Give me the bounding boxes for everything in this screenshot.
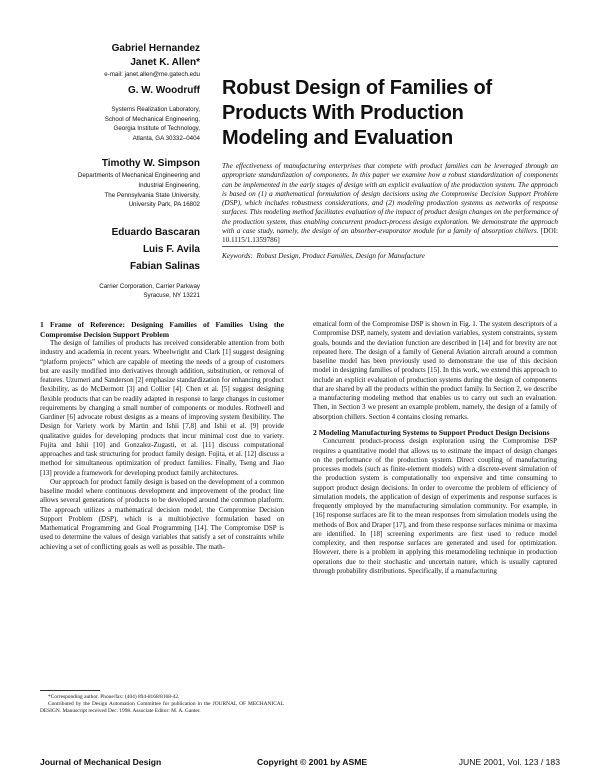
footnote-text: Contributed by the Design Automation Committee for publication in the JOURNAL OF MECHANICAL DESIGN. Manuscript received Dec. 1998. Associate Editor: M. A. Ganter. (40, 701, 284, 715)
body-column-right (313, 320, 557, 576)
author-affiliation: Atlanta, GA 30332–0404 (132, 134, 200, 142)
footer-journal: Journal of Mechanical Design (40, 757, 162, 767)
author-name: Eduardo Bascaran (111, 226, 200, 238)
paragraph: ematical form of the Compromise DSP is shown in Fig. 1. The system descriptors of a Compromise DSP, namely, system and deviation variables, system constraints, system goals, bounds and the deviation function are described in [14] and for brevity are not repeated here. The design of a family of General Aviation aircraft around a common baseline model has been previously used to demonstrate the use of this decision model in designing families of products [15]. In this work, we extend this approach to include an explicit evaluation of production systems during the design of components that are shared by all the products within the product family. In Section 2, we describe a manufacturing modeling method that enables us to carry out such an evaluation. Then, in Section 3 we present an example problem, namely, the design of a family of absorption chillers. Section 4 contains closing remarks. (313, 320, 557, 421)
author-name: Luis F. Avila (142, 243, 200, 255)
footer-issue: JUNE 2001, Vol. 123 / 183 (458, 757, 560, 767)
author-affiliation: School of Mechanical Engineering, (104, 115, 200, 123)
author-affiliation: University Park, PA 16802 (128, 201, 200, 209)
divider (222, 246, 558, 247)
author-affiliation: Systems Realization Laboratory, (111, 106, 200, 113)
keywords (222, 252, 558, 261)
author-affiliation: Georgia Institute of Technology, (113, 125, 200, 133)
abstract-text: The effectiveness of manufacturing enterprises that compete with product families can be leveraged through an appropriate standardization of components. In this paper we examine how a robust standardization of components can be implemented in the early stages of design with an explicit evaluation of the production system. The approach is based on (1) a mathematical formulation of design decisions using the Compromise Decision Support Problem (DSP), which includes robustness considerations, and (2) modeling production systems as networks of response surfaces. This modeling method facilitates evaluation of the impact of product design changes on the performance of the production system, thus enabling concurrent product-process design exploration. We demonstrate the approach with a case study, namely, the design of an absorber-evaporator module for a family of absorption chillers. (222, 162, 558, 236)
footnote-text: *Corresponding author. Phone/fax: (404) 894-8168/8168-42. (48, 694, 180, 700)
doi: [DOI: 10.1115/1.1359786] (222, 227, 558, 245)
author-email: e-mail: janet.allen@me.gatech.edu (104, 71, 200, 78)
keywords-label: Keywords: (222, 252, 253, 260)
footnote (40, 694, 284, 716)
paragraph: Concurrent product-process design exploration using the Compromise DSP requires a quantitative model that allows us to estimate the impact of design changes on the performance of the production system. Direct coupling of manufacturing processes models (such as finite-element models) with a discrete-event simulation of the production system is computationally too expensive and time consuming to support product design decisions. In order to overcome the problem of efficiency of simulation models, the application of design of experiments and response surfaces is frequently employed by the manufacturing simulation community. For example, in [16] response surfaces are fit to the mean responses from simulation models using the methods of Box and Draper [17], and from these response surfaces minima or maxima are identified. In [18] screening experiments are first used to reduce model complexity, and then response surfaces are generated and used for optimization. However, there is a problem in applying this metamodeling technique in production operations due to their stochastic and uncertain nature, which is usually captured through probability distributions. Specifically, if a manufacturing (313, 437, 557, 575)
paragraph: The design of families of products has received considerable attention from both industry and academia in recent years. Wheelwright and Clark [1] suggest designing “platform projects” which are capable of meeting the needs of a group of customers but are easily modified into derivatives through addition, substitution, or removal of features. Uzumeri and Sanderson [2] emphasize standardization for enhancing product flexibility, as do McDermott [3] and Collier [4]. Chen et al. [5] suggest designing flexible products that can be readily adapted in response to large changes in customer requirements by changing a small number of components or modules. Rothwell and Gardiner [6] advocate robust designs as a means of improving system flexibility. The Design for Variety work by Martin and Ishii [7,8] and Ishii et al. [9] provide qualitative guides for developing products that incur minimal cost due to variety. Fujita and Ishii [10] and Gonzalez-Zugasti, et al. [11] discuss computational approaches and task structuring for product family design. Fujita, et al. [12] discuss a method for simultaneous optimization of product families. Finally, Tseng and Jiao [13] provide a framework for developing product family architectures. (40, 339, 284, 477)
author-affiliation: Syracuse, NY 13221 (143, 292, 200, 300)
paper-title (222, 76, 562, 151)
section-heading: 2 Modeling Manufacturing Systems to Support Product Design Decisions (313, 427, 550, 437)
author-affiliation: Industrial Engineering, (138, 181, 200, 189)
title-line: Modeling and Evaluation (222, 127, 453, 149)
title-line: Products With Production (222, 102, 464, 124)
author-affiliation: Departments of Mechanical Engineering and (77, 172, 200, 180)
footnote-divider (40, 690, 100, 691)
author-name: Fabian Salinas (129, 260, 200, 272)
author-affiliation: Carrier Corporation, Carrier Parkway (99, 282, 200, 290)
author-affiliation: The Pennsylvania State University, (104, 191, 200, 199)
author-name: Gabriel Hernandez (111, 43, 200, 54)
author-name: G. W. Woodruff (127, 85, 200, 96)
abstract (222, 162, 558, 246)
body-column-left (40, 320, 284, 552)
title-line: Robust Design of Families of (222, 77, 492, 99)
section-heading: 1 Frame of Reference: Designing Families of Families Using the Compromise Decision Support Problem (40, 320, 284, 339)
paragraph: Our approach for product family design is based on the development of a common baseline model where continuous development and improvement of the product line allows several generations of products to be developed around the common platform. The approach utilizes a mathematical decision model, the Compromise Decision Support Problem (DSP), which is a multiobjective formulation based on Mathematical Programming and Goal Programming [14]. The Compromise DSP is used to determine the values of design variables that satisfy a set of constraints while achieving a set of conflicting goals as well as possible. The math- (40, 477, 284, 551)
keywords-text: Robust Design, Product Families, Design for Manufacture (256, 252, 425, 260)
author-block (40, 42, 200, 301)
footer-copyright: Copyright © 2001 by ASME (257, 757, 368, 767)
author-name: Timothy W. Simpson (101, 158, 200, 170)
author-name: Janet K. Allen* (130, 57, 200, 68)
